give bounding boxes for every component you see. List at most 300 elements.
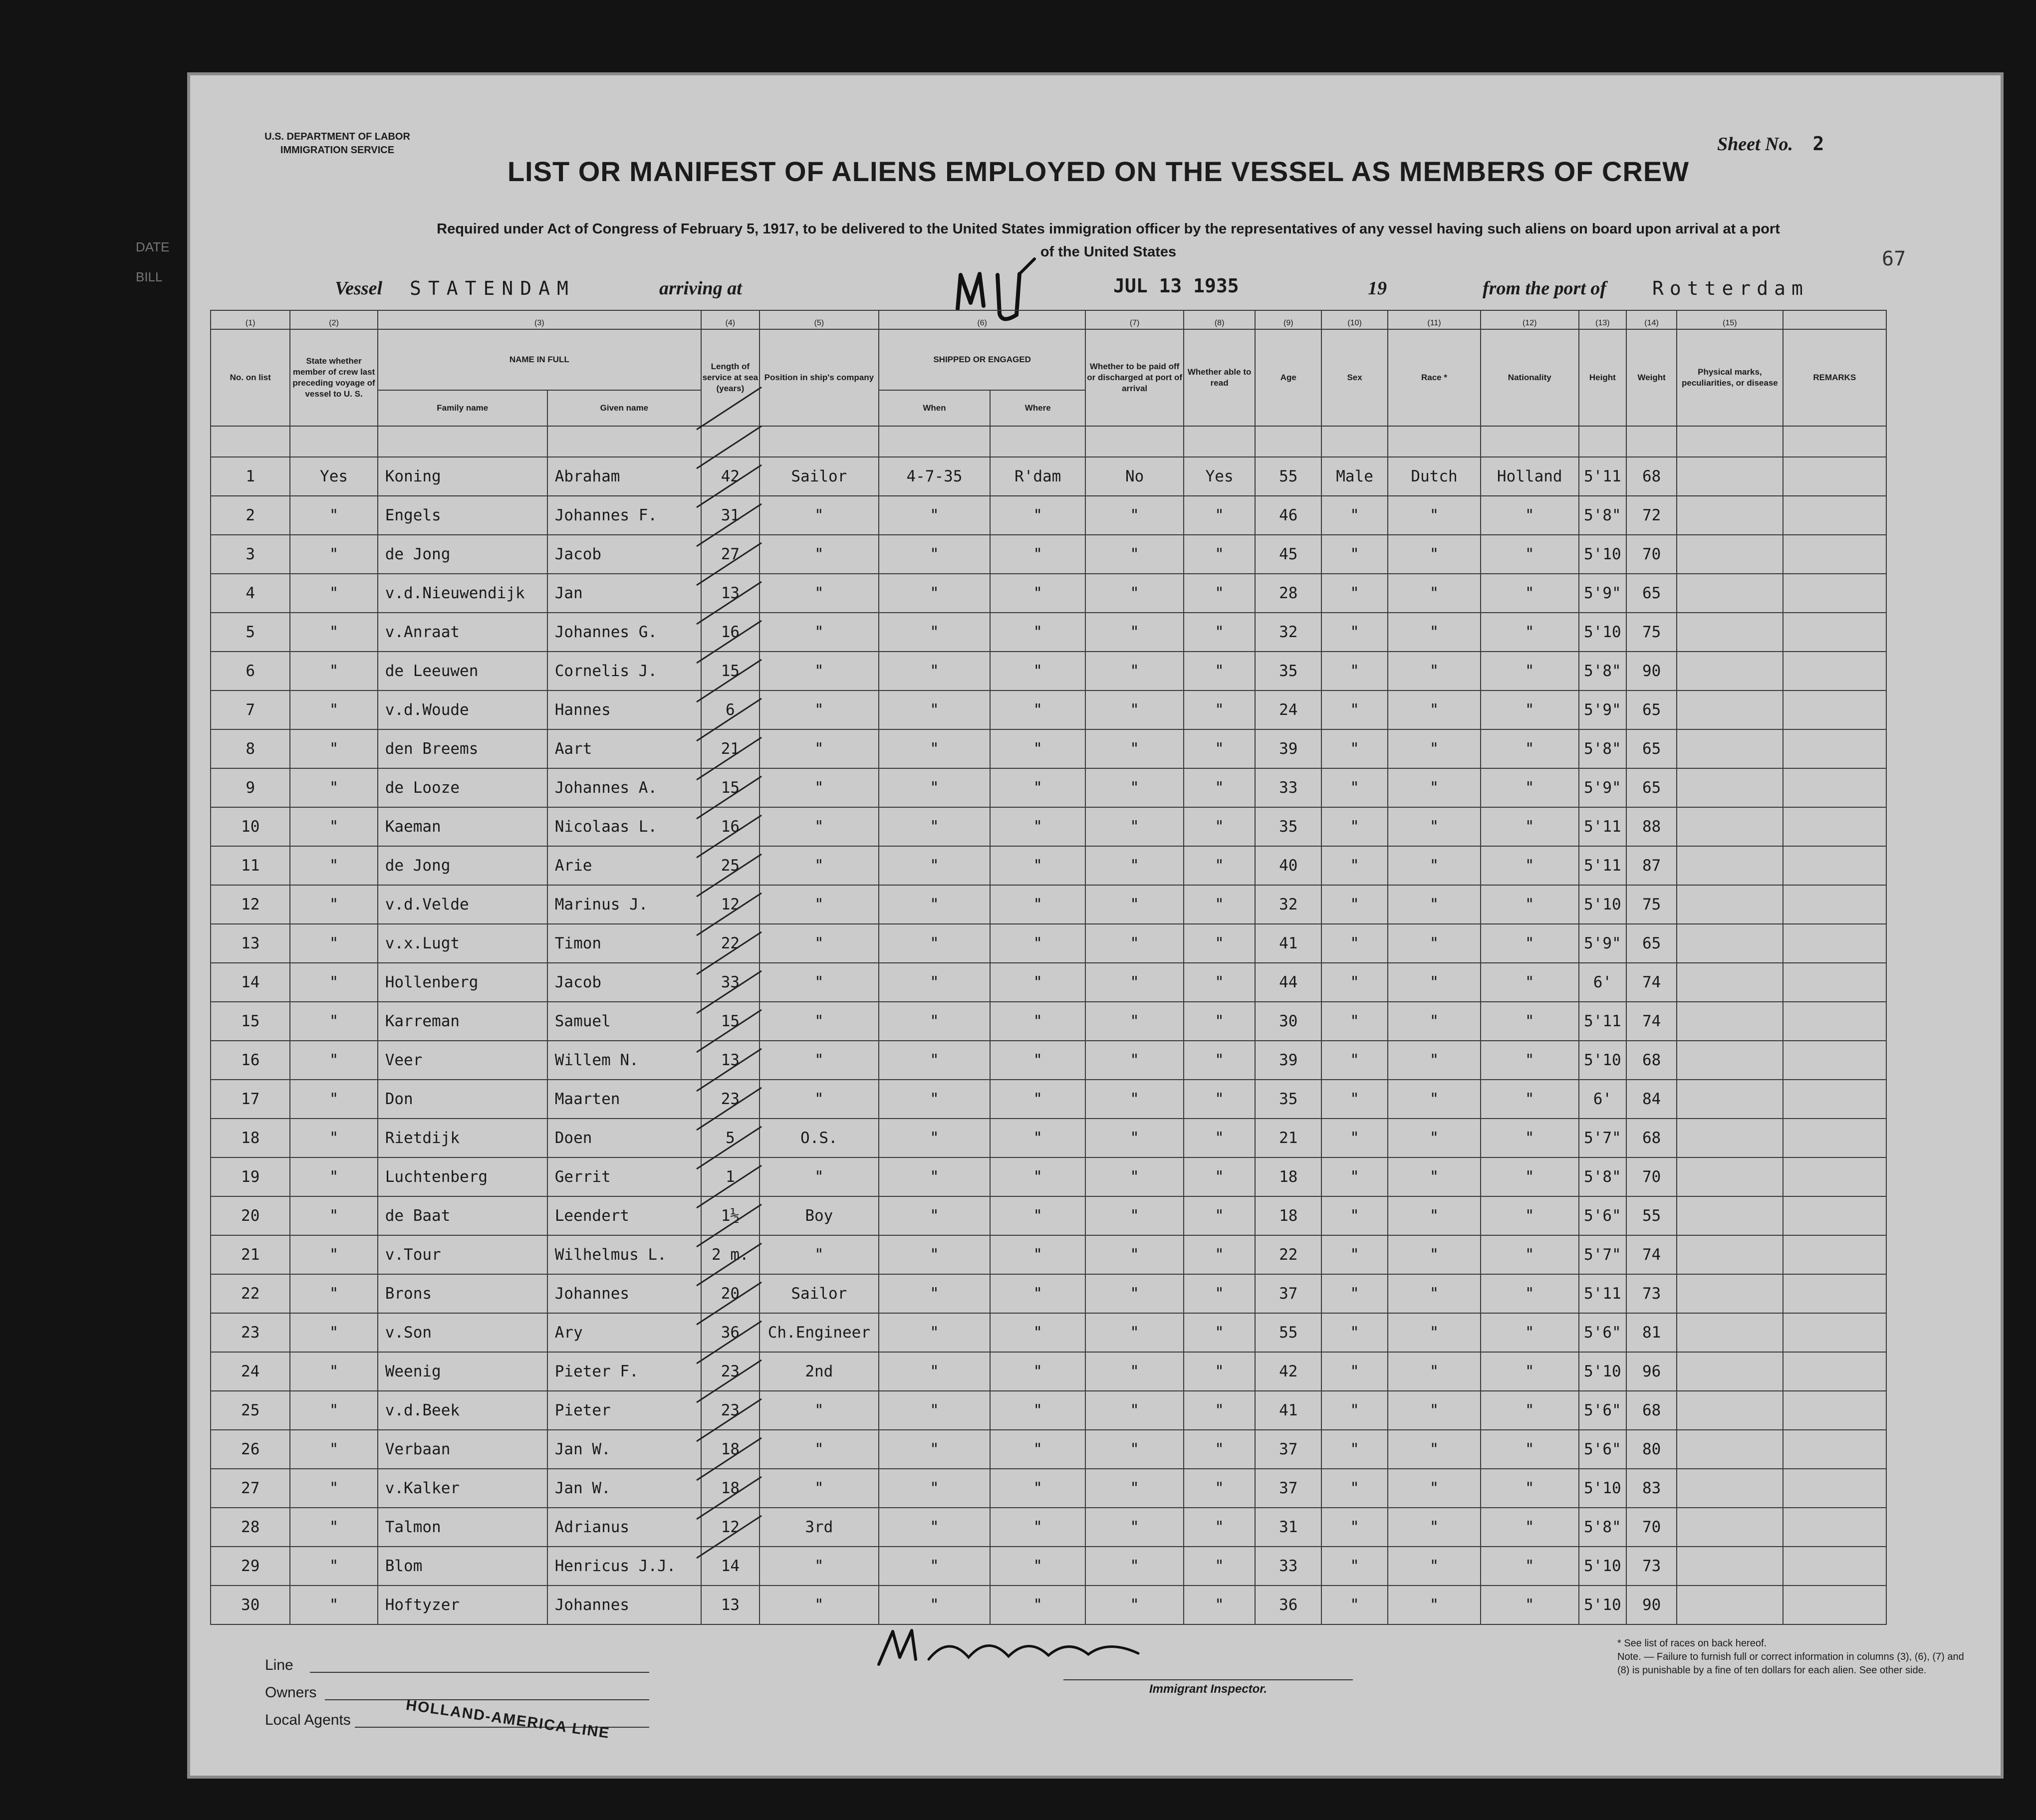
sex-cell: ": [1321, 1157, 1388, 1196]
remarks-cell: [1783, 613, 1886, 652]
age-cell: 55: [1255, 457, 1321, 496]
position-cell: ": [760, 1235, 879, 1274]
age-cell: 32: [1255, 885, 1321, 924]
position-cell: Sailor: [760, 1274, 879, 1313]
nationality-cell: ": [1481, 807, 1579, 846]
service-length-cell: 18: [701, 1430, 760, 1469]
position-cell: Boy: [760, 1196, 879, 1235]
paid-off-cell: ": [1085, 1586, 1184, 1624]
position-cell: ": [760, 963, 879, 1002]
port-name: Rotterdam: [1652, 277, 1809, 299]
physical-marks-cell: [1677, 1391, 1783, 1430]
shipped-where-cell: R'dam: [990, 457, 1085, 496]
header-position: Position in ship's company: [760, 329, 879, 426]
page-subtitle: [260, 218, 1957, 263]
race-cell: ": [1388, 496, 1481, 535]
paid-off-cell: ": [1085, 1002, 1184, 1041]
physical-marks-cell: [1677, 535, 1783, 574]
family-name-cell: Weenig: [378, 1352, 547, 1391]
shipped-where-cell: ": [990, 613, 1085, 652]
sex-cell: ": [1321, 1080, 1388, 1119]
row-number: 27: [211, 1469, 290, 1508]
nationality-cell: ": [1481, 1002, 1579, 1041]
position-cell: ": [760, 1430, 879, 1469]
row-number: 8: [211, 729, 290, 768]
shipped-when-cell: ": [879, 729, 990, 768]
weight-cell: 90: [1626, 652, 1677, 690]
member-prev-cell: ": [290, 574, 377, 613]
family-name-cell: Hollenberg: [378, 963, 547, 1002]
paid-off-cell: ": [1085, 1391, 1184, 1430]
header-family-name: Family name: [378, 390, 547, 426]
column-number: (5): [760, 310, 879, 329]
shipped-when-cell: ": [879, 1469, 990, 1508]
header-name-in-full: NAME IN FULL: [378, 329, 701, 390]
physical-marks-cell: [1677, 729, 1783, 768]
race-cell: ": [1388, 1235, 1481, 1274]
able-read-cell: ": [1184, 1547, 1255, 1586]
row-number: 5: [211, 613, 290, 652]
nationality-cell: ": [1481, 1041, 1579, 1080]
check-stroke: [697, 698, 762, 741]
sex-cell: ": [1321, 924, 1388, 963]
family-name-cell: Veer: [378, 1041, 547, 1080]
header-spacer-row: [211, 426, 1886, 457]
race-cell: ": [1388, 1313, 1481, 1352]
given-name-cell: Abraham: [547, 457, 701, 496]
remarks-cell: [1783, 535, 1886, 574]
paid-off-cell: ": [1085, 1547, 1184, 1586]
member-prev-cell: ": [290, 1157, 377, 1196]
column-number: (15): [1677, 310, 1783, 329]
shipped-when-cell: ": [879, 613, 990, 652]
height-cell: 6': [1579, 1080, 1627, 1119]
able-read-cell: ": [1184, 963, 1255, 1002]
weight-cell: 70: [1626, 1157, 1677, 1196]
member-prev-cell: ": [290, 690, 377, 729]
given-name-cell: Johannes G.: [547, 613, 701, 652]
vessel-label: Vessel: [335, 278, 382, 299]
remarks-cell: [1783, 652, 1886, 690]
shipped-where-cell: ": [990, 1391, 1085, 1430]
age-cell: 37: [1255, 1469, 1321, 1508]
family-name-cell: v.d.Velde: [378, 885, 547, 924]
check-stroke: [697, 1360, 762, 1402]
remarks-cell: [1783, 768, 1886, 807]
arriving-label: arriving at: [659, 278, 742, 299]
remarks-cell: [1783, 1002, 1886, 1041]
able-read-cell: ": [1184, 690, 1255, 729]
inspector-signature: [869, 1624, 1168, 1682]
height-cell: 5'10: [1579, 885, 1627, 924]
age-cell: 35: [1255, 652, 1321, 690]
remarks-cell: [1783, 1041, 1886, 1080]
age-cell: 30: [1255, 1002, 1321, 1041]
member-prev-cell: Yes: [290, 457, 377, 496]
paid-off-cell: ": [1085, 1313, 1184, 1352]
family-name-cell: Koning: [378, 457, 547, 496]
age-cell: 18: [1255, 1157, 1321, 1196]
sex-cell: ": [1321, 963, 1388, 1002]
local-agents-label: Local Agents: [265, 1712, 351, 1728]
nationality-cell: ": [1481, 1119, 1579, 1157]
able-read-cell: ": [1184, 846, 1255, 885]
shipped-when-cell: ": [879, 1157, 990, 1196]
remarks-cell: [1783, 690, 1886, 729]
table-row: [211, 496, 1886, 535]
table-row: [211, 1080, 1886, 1119]
able-read-cell: ": [1184, 1080, 1255, 1119]
shipped-when-cell: ": [879, 1586, 990, 1624]
physical-marks-cell: [1677, 496, 1783, 535]
check-stroke: [697, 854, 762, 897]
height-cell: 5'8": [1579, 729, 1627, 768]
weight-cell: 74: [1626, 963, 1677, 1002]
shipped-when-cell: ": [879, 1508, 990, 1547]
position-cell: ": [760, 846, 879, 885]
sex-cell: ": [1321, 1313, 1388, 1352]
physical-marks-cell: [1677, 1080, 1783, 1119]
nationality-cell: ": [1481, 1547, 1579, 1586]
sheet-number-value: 2: [1812, 133, 1824, 155]
paid-off-cell: ": [1085, 1352, 1184, 1391]
shipped-where-cell: ": [990, 963, 1085, 1002]
inspector-label: Immigrant Inspector.: [1063, 1679, 1353, 1696]
able-read-cell: ": [1184, 1508, 1255, 1547]
weight-cell: 65: [1626, 729, 1677, 768]
height-cell: 5'8": [1579, 1508, 1627, 1547]
service-tick-strokes: [687, 370, 776, 1567]
table-row: [211, 729, 1886, 768]
shipped-when-cell: ": [879, 690, 990, 729]
subtitle-line-1: Required under Act of Congress of February 5, 1917, to be delivered to the United States immigration officer by the representatives of any vessel having such aliens on board upon arrival at a port: [437, 221, 1780, 237]
shipped-where-cell: ": [990, 924, 1085, 963]
from-port-label: from the port of: [1483, 278, 1607, 299]
note-races: * See list of races on back hereof.: [1617, 1638, 1767, 1649]
age-cell: 35: [1255, 1080, 1321, 1119]
check-stroke: [697, 1049, 762, 1091]
shipped-when-cell: ": [879, 963, 990, 1002]
line-rule: [310, 1672, 649, 1673]
height-cell: 5'10: [1579, 1586, 1627, 1624]
table-row: [211, 690, 1886, 729]
sex-cell: ": [1321, 1547, 1388, 1586]
position-cell: ": [760, 1080, 879, 1119]
shipped-where-cell: ": [990, 1274, 1085, 1313]
weight-cell: 87: [1626, 846, 1677, 885]
height-cell: 5'10: [1579, 613, 1627, 652]
family-name-cell: de Baat: [378, 1196, 547, 1235]
position-cell: ": [760, 652, 879, 690]
owners-label: Owners: [265, 1684, 317, 1701]
able-read-cell: ": [1184, 1469, 1255, 1508]
member-prev-cell: ": [290, 1586, 377, 1624]
able-read-cell: ": [1184, 1586, 1255, 1624]
family-name-cell: Don: [378, 1080, 547, 1119]
service-length-cell: 5: [701, 1119, 760, 1157]
header-row: [211, 329, 1886, 390]
nationality-cell: ": [1481, 1352, 1579, 1391]
member-prev-cell: ": [290, 963, 377, 1002]
able-read-cell: ": [1184, 1157, 1255, 1196]
service-length-cell: 23: [701, 1391, 760, 1430]
shipped-when-cell: ": [879, 535, 990, 574]
sex-cell: ": [1321, 1508, 1388, 1547]
shipped-where-cell: ": [990, 729, 1085, 768]
service-length-cell: 16: [701, 613, 760, 652]
family-name-cell: Verbaan: [378, 1430, 547, 1469]
sex-cell: Male: [1321, 457, 1388, 496]
physical-marks-cell: [1677, 613, 1783, 652]
race-cell: ": [1388, 807, 1481, 846]
age-cell: 55: [1255, 1313, 1321, 1352]
table-row: [211, 1469, 1886, 1508]
table-row: [211, 1352, 1886, 1391]
height-cell: 5'11: [1579, 1002, 1627, 1041]
shipped-where-cell: ": [990, 652, 1085, 690]
check-stroke: [697, 621, 762, 663]
service-length-cell: 18: [701, 1469, 760, 1508]
row-number: 19: [211, 1157, 290, 1196]
shipped-when-cell: ": [879, 1235, 990, 1274]
paid-off-cell: ": [1085, 846, 1184, 885]
nationality-cell: ": [1481, 574, 1579, 613]
nationality-cell: ": [1481, 924, 1579, 963]
age-cell: 39: [1255, 1041, 1321, 1080]
check-stroke: [697, 465, 762, 507]
row-number: 30: [211, 1586, 290, 1624]
paid-off-cell: ": [1085, 1235, 1184, 1274]
column-number: (8): [1184, 310, 1255, 329]
service-length-cell: 13: [701, 1586, 760, 1624]
member-prev-cell: ": [290, 1391, 377, 1430]
physical-marks-cell: [1677, 1196, 1783, 1235]
family-name-cell: de Jong: [378, 846, 547, 885]
check-stroke: [697, 893, 762, 935]
given-name-cell: Ary: [547, 1313, 701, 1352]
check-stroke: [697, 1282, 762, 1325]
given-name-cell: Pieter: [547, 1391, 701, 1430]
weight-cell: 88: [1626, 807, 1677, 846]
remarks-cell: [1783, 1313, 1886, 1352]
nationality-cell: ": [1481, 690, 1579, 729]
age-cell: 37: [1255, 1430, 1321, 1469]
height-cell: 5'10: [1579, 1547, 1627, 1586]
shipped-where-cell: ": [990, 1235, 1085, 1274]
age-cell: 41: [1255, 924, 1321, 963]
position-cell: ": [760, 535, 879, 574]
position-cell: 3rd: [760, 1508, 879, 1547]
remarks-cell: [1783, 1274, 1886, 1313]
column-number: (10): [1321, 310, 1388, 329]
weight-cell: 72: [1626, 496, 1677, 535]
row-number: 17: [211, 1080, 290, 1119]
remarks-cell: [1783, 1430, 1886, 1469]
sex-cell: ": [1321, 807, 1388, 846]
member-prev-cell: ": [290, 1119, 377, 1157]
row-number: 4: [211, 574, 290, 613]
position-cell: ": [760, 885, 879, 924]
family-name-cell: v.x.Lugt: [378, 924, 547, 963]
weight-cell: 65: [1626, 768, 1677, 807]
given-name-cell: Leendert: [547, 1196, 701, 1235]
sex-cell: ": [1321, 1196, 1388, 1235]
weight-cell: 74: [1626, 1235, 1677, 1274]
height-cell: 6': [1579, 963, 1627, 1002]
physical-marks-cell: [1677, 1430, 1783, 1469]
race-cell: ": [1388, 535, 1481, 574]
shipped-where-cell: ": [990, 1157, 1085, 1196]
member-prev-cell: ": [290, 768, 377, 807]
nationality-cell: ": [1481, 1196, 1579, 1235]
age-cell: 42: [1255, 1352, 1321, 1391]
manifest-sheet: [187, 72, 2004, 1779]
check-stroke: [697, 1204, 762, 1247]
sex-cell: ": [1321, 1274, 1388, 1313]
row-number: 24: [211, 1352, 290, 1391]
family-name-cell: Luchtenberg: [378, 1157, 547, 1196]
remarks-cell: [1783, 457, 1886, 496]
header-shipped-engaged: SHIPPED OR ENGAGED: [879, 329, 1085, 390]
shipped-where-cell: ": [990, 1430, 1085, 1469]
header-given-name: Given name: [547, 390, 701, 426]
shipped-where-cell: ": [990, 807, 1085, 846]
age-cell: 28: [1255, 574, 1321, 613]
remarks-cell: [1783, 1196, 1886, 1235]
remarks-cell: [1783, 496, 1886, 535]
manifest-body: [211, 426, 1886, 1624]
check-stroke: [697, 387, 762, 430]
shipped-where-cell: ": [990, 885, 1085, 924]
race-cell: ": [1388, 1547, 1481, 1586]
shipped-where-cell: ": [990, 1313, 1085, 1352]
table-row: [211, 1196, 1886, 1235]
race-cell: ": [1388, 1508, 1481, 1547]
member-prev-cell: ": [290, 652, 377, 690]
weight-cell: 68: [1626, 1041, 1677, 1080]
row-number: 15: [211, 1002, 290, 1041]
physical-marks-cell: [1677, 1352, 1783, 1391]
remarks-cell: [1783, 1391, 1886, 1430]
able-read-cell: ": [1184, 1002, 1255, 1041]
age-cell: 41: [1255, 1391, 1321, 1430]
paid-off-cell: ": [1085, 1080, 1184, 1119]
row-number: 29: [211, 1547, 290, 1586]
sex-cell: ": [1321, 574, 1388, 613]
shipped-when-cell: ": [879, 1430, 990, 1469]
given-name-cell: Jan W.: [547, 1469, 701, 1508]
able-read-cell: ": [1184, 807, 1255, 846]
table-row: [211, 574, 1886, 613]
remarks-cell: [1783, 963, 1886, 1002]
shipped-when-cell: ": [879, 768, 990, 807]
age-cell: 40: [1255, 846, 1321, 885]
able-read-cell: ": [1184, 729, 1255, 768]
nationality-cell: ": [1481, 1235, 1579, 1274]
shipped-when-cell: ": [879, 1119, 990, 1157]
height-cell: 5'11: [1579, 807, 1627, 846]
row-number: 9: [211, 768, 290, 807]
header-weight: Weight: [1626, 329, 1677, 426]
service-length-cell: 13: [701, 574, 760, 613]
column-number: (14): [1626, 310, 1677, 329]
race-cell: ": [1388, 1157, 1481, 1196]
physical-marks-cell: [1677, 963, 1783, 1002]
check-stroke: [697, 1516, 762, 1558]
family-name-cell: v.d.Beek: [378, 1391, 547, 1430]
position-cell: ": [760, 574, 879, 613]
sex-cell: ": [1321, 729, 1388, 768]
family-name-cell: v.Son: [378, 1313, 547, 1352]
race-cell: ": [1388, 1586, 1481, 1624]
check-stroke: [697, 543, 762, 585]
shipped-where-cell: ": [990, 574, 1085, 613]
given-name-cell: Johannes: [547, 1274, 701, 1313]
column-number: (4): [701, 310, 760, 329]
service-length-cell: 22: [701, 924, 760, 963]
race-cell: ": [1388, 1002, 1481, 1041]
race-cell: ": [1388, 768, 1481, 807]
position-cell: ": [760, 1002, 879, 1041]
shipped-where-cell: ": [990, 1586, 1085, 1624]
given-name-cell: Pieter F.: [547, 1352, 701, 1391]
member-prev-cell: ": [290, 1508, 377, 1547]
paid-off-cell: ": [1085, 807, 1184, 846]
nationality-cell: ": [1481, 1469, 1579, 1508]
header-nationality: Nationality: [1481, 329, 1579, 426]
remarks-cell: [1783, 729, 1886, 768]
line-label: Line: [265, 1657, 293, 1673]
check-stroke: [697, 582, 762, 624]
member-prev-cell: ": [290, 924, 377, 963]
shipped-when-cell: ": [879, 574, 990, 613]
given-name-cell: Wilhelmus L.: [547, 1235, 701, 1274]
sex-cell: ": [1321, 1391, 1388, 1430]
nationality-cell: ": [1481, 535, 1579, 574]
age-cell: 35: [1255, 807, 1321, 846]
family-name-cell: v.Tour: [378, 1235, 547, 1274]
able-read-cell: ": [1184, 1352, 1255, 1391]
height-cell: 5'9": [1579, 574, 1627, 613]
paid-off-cell: ": [1085, 1508, 1184, 1547]
given-name-cell: Arie: [547, 846, 701, 885]
check-stroke: [697, 1321, 762, 1364]
family-name-cell: v.d.Woude: [378, 690, 547, 729]
row-number: 14: [211, 963, 290, 1002]
table-row: [211, 457, 1886, 496]
shipped-when-cell: ": [879, 1547, 990, 1586]
position-cell: 2nd: [760, 1352, 879, 1391]
service-length-cell: 12: [701, 1508, 760, 1547]
paid-off-cell: ": [1085, 1469, 1184, 1508]
member-prev-cell: ": [290, 1235, 377, 1274]
arrival-stamp-date: JUL 13 1935: [1113, 275, 1239, 297]
given-name-cell: Samuel: [547, 1002, 701, 1041]
able-read-cell: ": [1184, 1235, 1255, 1274]
column-number-row: [211, 310, 1886, 329]
weight-cell: 84: [1626, 1080, 1677, 1119]
remarks-cell: [1783, 1469, 1886, 1508]
given-name-cell: Jacob: [547, 963, 701, 1002]
check-stroke: [697, 504, 762, 546]
able-read-cell: ": [1184, 885, 1255, 924]
margin-bill-label: BILL: [136, 269, 163, 284]
weight-cell: 73: [1626, 1274, 1677, 1313]
header-sex: Sex: [1321, 329, 1388, 426]
position-cell: ": [760, 768, 879, 807]
owners-rule: [325, 1699, 649, 1700]
form-agency: U.S. DEPARTMENT OF LABOR: [264, 131, 410, 142]
